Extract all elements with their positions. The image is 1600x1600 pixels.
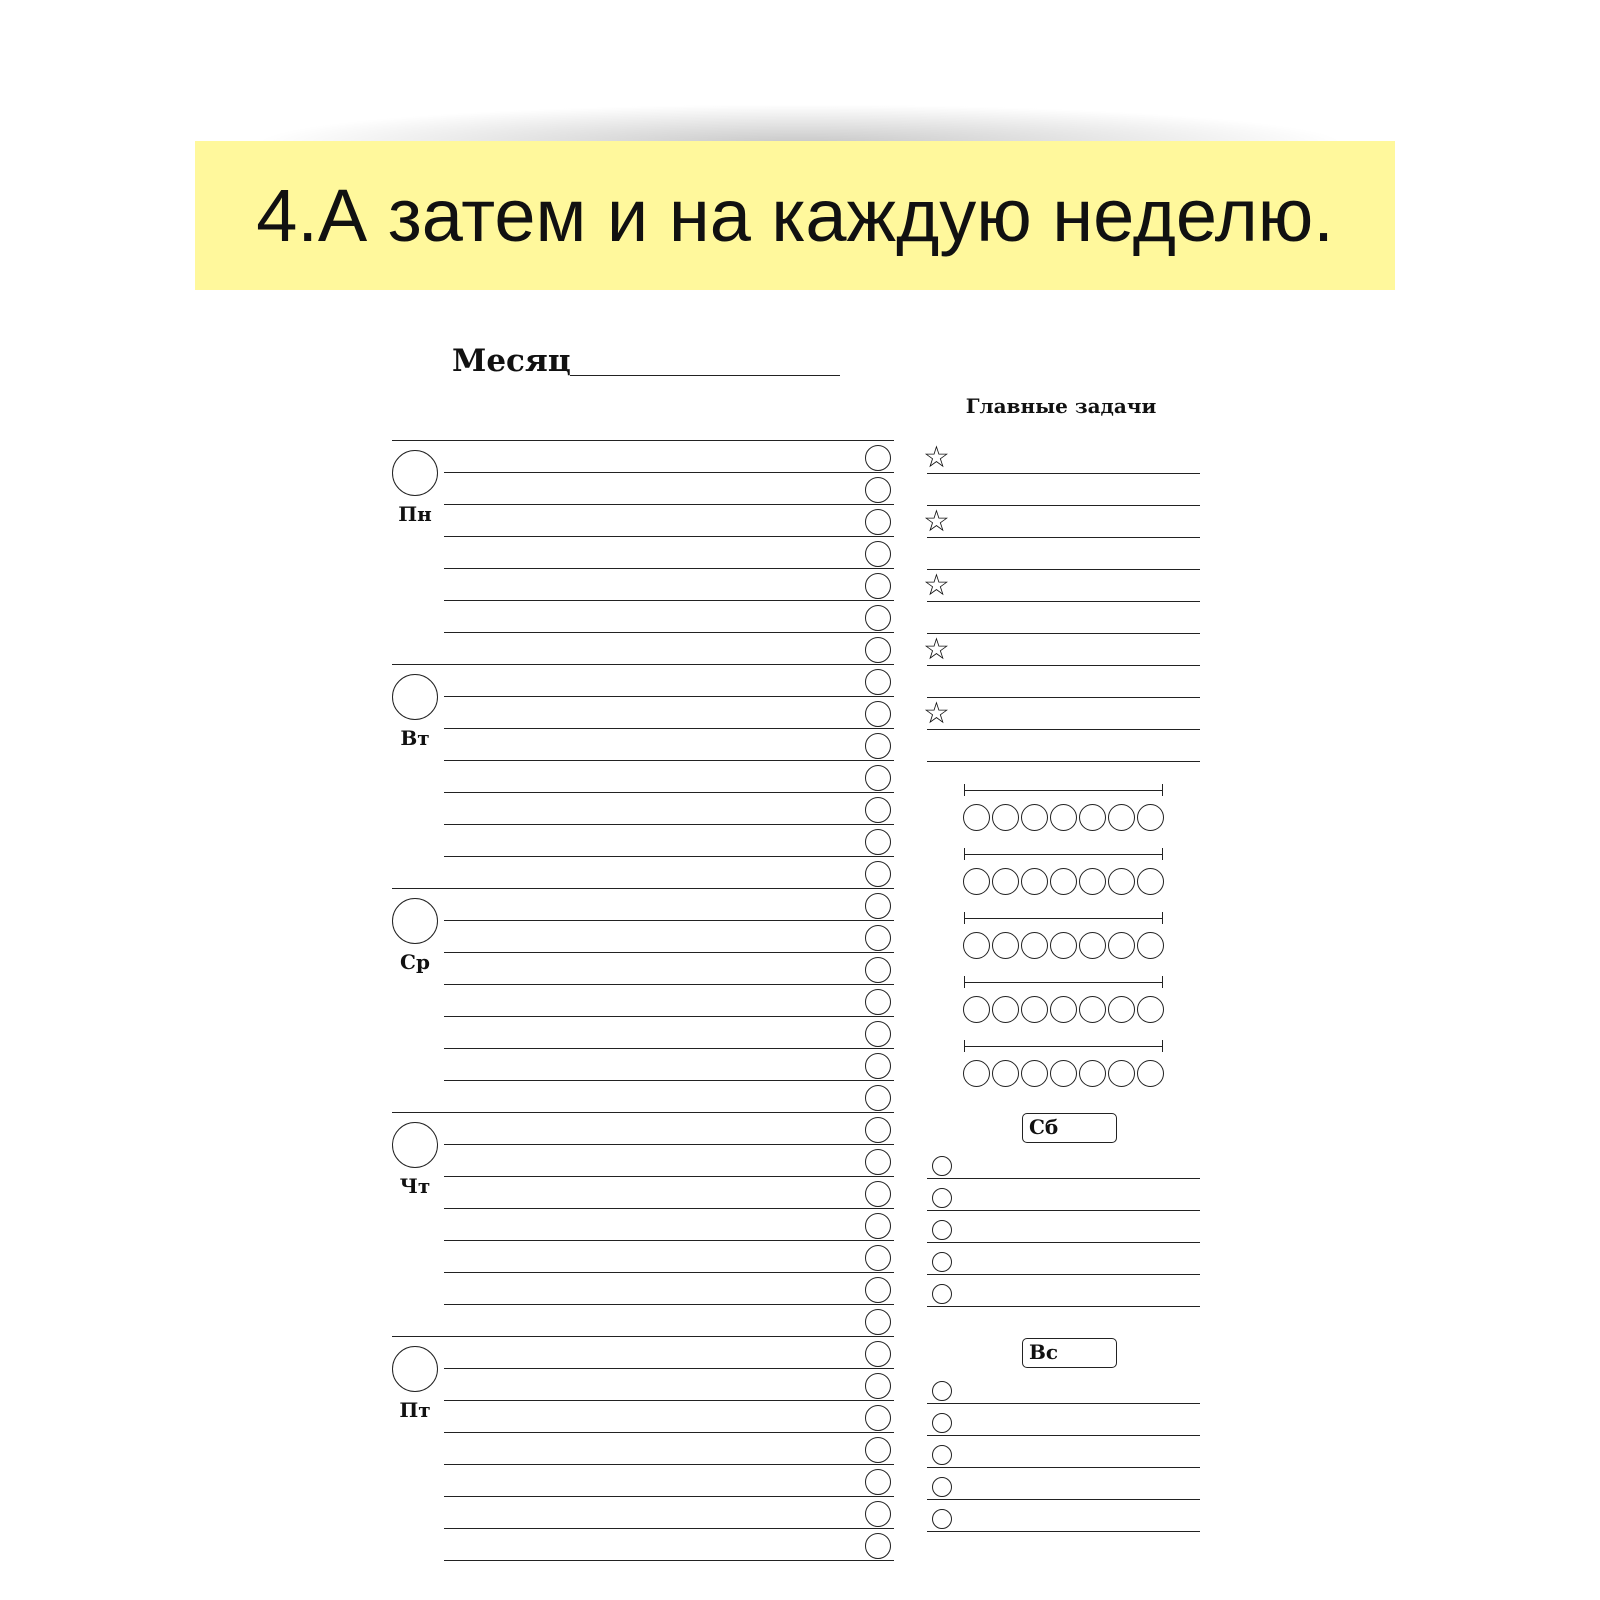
weekend-label-1: Сб <box>1022 1113 1117 1143</box>
task-line[interactable] <box>444 856 894 857</box>
task-checkbox-icon[interactable] <box>865 701 891 727</box>
task-line[interactable] <box>444 632 894 633</box>
habit-circle-icon[interactable] <box>963 804 990 831</box>
habit-range-tick <box>964 912 965 924</box>
task-checkbox-icon[interactable] <box>865 1533 891 1559</box>
habit-range-tick <box>964 848 965 860</box>
main-task-line[interactable] <box>927 633 1200 634</box>
weekend-task-line[interactable] <box>927 1499 1200 1500</box>
task-checkbox-icon[interactable] <box>932 1156 952 1176</box>
task-line[interactable] <box>444 1080 894 1081</box>
task-checkbox-icon[interactable] <box>865 1469 891 1495</box>
weekend-task-line[interactable] <box>927 1210 1200 1211</box>
task-checkbox-icon[interactable] <box>865 1181 891 1207</box>
weekend-task-line[interactable] <box>927 1435 1200 1436</box>
main-task-line[interactable] <box>927 761 1200 762</box>
task-checkbox-icon[interactable] <box>865 765 891 791</box>
habit-range-tick <box>1162 912 1163 924</box>
task-checkbox-icon[interactable] <box>865 893 891 919</box>
task-checkbox-icon[interactable] <box>865 573 891 599</box>
habit-circle-icon[interactable] <box>1050 932 1077 959</box>
habit-circle-icon[interactable] <box>1021 804 1048 831</box>
weekend-task-line[interactable] <box>927 1178 1200 1179</box>
day-label-3: Ср <box>400 950 430 974</box>
task-checkbox-icon[interactable] <box>865 989 891 1015</box>
task-line[interactable] <box>444 536 894 537</box>
task-line[interactable] <box>444 568 894 569</box>
task-checkbox-icon[interactable] <box>865 1277 891 1303</box>
main-task-line[interactable] <box>927 697 1200 698</box>
task-checkbox-icon[interactable] <box>932 1252 952 1272</box>
habit-circle-icon[interactable] <box>963 996 990 1023</box>
habit-circle-icon[interactable] <box>1108 996 1135 1023</box>
habit-circle-icon[interactable] <box>1021 932 1048 959</box>
task-checkbox-icon[interactable] <box>865 1053 891 1079</box>
task-checkbox-icon[interactable] <box>865 957 891 983</box>
task-checkbox-icon[interactable] <box>932 1188 952 1208</box>
month-label: Месяц <box>452 343 571 379</box>
habit-circle-icon[interactable] <box>992 1060 1019 1087</box>
task-line[interactable] <box>444 1464 894 1465</box>
task-line[interactable] <box>444 1144 894 1145</box>
day-date-circle[interactable] <box>392 898 438 944</box>
task-checkbox-icon[interactable] <box>865 733 891 759</box>
task-line[interactable] <box>444 1176 894 1177</box>
task-line[interactable] <box>444 504 894 505</box>
day-label-1: Пн <box>398 502 432 526</box>
task-line[interactable] <box>444 760 894 761</box>
habit-range-tick <box>1162 1040 1163 1052</box>
habit-circle-icon[interactable] <box>1108 1060 1135 1087</box>
task-checkbox-icon[interactable] <box>865 925 891 951</box>
habit-circle-icon[interactable] <box>1137 996 1164 1023</box>
habit-range-tick <box>964 976 965 988</box>
task-line[interactable] <box>444 1528 894 1529</box>
habit-circle-icon[interactable] <box>963 932 990 959</box>
habit-circle-icon[interactable] <box>992 996 1019 1023</box>
task-line[interactable] <box>444 1432 894 1433</box>
task-line[interactable] <box>444 920 894 921</box>
task-checkbox-icon[interactable] <box>865 829 891 855</box>
habit-circle-icon[interactable] <box>1137 804 1164 831</box>
task-line[interactable] <box>444 728 894 729</box>
habit-circle-icon[interactable] <box>1050 804 1077 831</box>
task-line[interactable] <box>444 1304 894 1305</box>
task-checkbox-icon[interactable] <box>865 637 891 663</box>
task-checkbox-icon[interactable] <box>932 1477 952 1497</box>
star-icon: ☆ <box>923 568 950 603</box>
weekend-task-line[interactable] <box>927 1403 1200 1404</box>
habit-range-line <box>964 1046 1162 1047</box>
task-checkbox-icon[interactable] <box>865 1149 891 1175</box>
task-checkbox-icon[interactable] <box>932 1509 952 1529</box>
habit-circle-icon[interactable] <box>1137 868 1164 895</box>
task-line[interactable] <box>444 1400 894 1401</box>
habit-circle-icon[interactable] <box>1108 932 1135 959</box>
section-divider <box>392 888 894 889</box>
habit-circle-icon[interactable] <box>1079 868 1106 895</box>
main-task-line[interactable] <box>927 473 1200 474</box>
task-checkbox-icon[interactable] <box>932 1381 952 1401</box>
habit-circle-icon[interactable] <box>1079 1060 1106 1087</box>
weekend-task-line[interactable] <box>927 1242 1200 1243</box>
habit-circle-icon[interactable] <box>1021 868 1048 895</box>
habit-range-line <box>964 982 1162 983</box>
day-date-circle[interactable] <box>392 1346 438 1392</box>
weekend-label-2: Вс <box>1022 1338 1117 1368</box>
habit-range-line <box>964 854 1162 855</box>
habit-range-tick <box>1162 784 1163 796</box>
task-checkbox-icon[interactable] <box>865 1085 891 1111</box>
main-task-line[interactable] <box>927 505 1200 506</box>
habit-circle-icon[interactable] <box>1108 868 1135 895</box>
day-date-circle[interactable] <box>392 1122 438 1168</box>
habit-circle-icon[interactable] <box>1108 804 1135 831</box>
section-divider <box>392 1336 894 1337</box>
section-divider <box>392 1112 894 1113</box>
main-task-line[interactable] <box>927 601 1200 602</box>
task-checkbox-icon[interactable] <box>865 509 891 535</box>
task-line[interactable] <box>444 1240 894 1241</box>
task-checkbox-icon[interactable] <box>865 1373 891 1399</box>
habit-circle-icon[interactable] <box>1079 932 1106 959</box>
task-checkbox-icon[interactable] <box>865 861 891 887</box>
day-label-5: Пт <box>399 1398 431 1422</box>
main-task-line[interactable] <box>927 569 1200 570</box>
habit-range-line <box>964 918 1162 919</box>
day-label-2: Вт <box>400 726 430 750</box>
task-checkbox-icon[interactable] <box>865 797 891 823</box>
star-icon: ☆ <box>923 504 950 539</box>
task-checkbox-icon[interactable] <box>865 1309 891 1335</box>
task-checkbox-icon[interactable] <box>865 1501 891 1527</box>
task-line[interactable] <box>444 696 894 697</box>
habit-circle-icon[interactable] <box>1137 1060 1164 1087</box>
task-checkbox-icon[interactable] <box>865 477 891 503</box>
month-underline <box>570 375 840 376</box>
task-checkbox-icon[interactable] <box>865 445 891 471</box>
weekend-task-line[interactable] <box>927 1467 1200 1468</box>
habit-circle-icon[interactable] <box>992 868 1019 895</box>
habit-circle-icon[interactable] <box>1021 996 1048 1023</box>
habit-circle-icon[interactable] <box>1079 996 1106 1023</box>
task-checkbox-icon[interactable] <box>865 1341 891 1367</box>
habit-circle-icon[interactable] <box>1021 1060 1048 1087</box>
day-label-4: Чт <box>399 1174 431 1198</box>
task-line[interactable] <box>444 984 894 985</box>
task-line[interactable] <box>444 792 894 793</box>
main-task-line[interactable] <box>927 537 1200 538</box>
task-line[interactable] <box>444 1560 894 1561</box>
habit-circle-icon[interactable] <box>1079 804 1106 831</box>
task-line[interactable] <box>444 472 894 473</box>
task-line[interactable] <box>444 1208 894 1209</box>
weekend-task-line[interactable] <box>927 1274 1200 1275</box>
task-line[interactable] <box>444 952 894 953</box>
task-line[interactable] <box>444 1016 894 1017</box>
task-checkbox-icon[interactable] <box>932 1284 952 1304</box>
banner-title: 4.А затем и на каждую неделю. <box>256 174 1334 257</box>
task-checkbox-icon[interactable] <box>865 669 891 695</box>
habit-circle-icon[interactable] <box>992 804 1019 831</box>
weekend-task-line[interactable] <box>927 1531 1200 1532</box>
habit-range-tick <box>964 1040 965 1052</box>
habit-circle-icon[interactable] <box>1137 932 1164 959</box>
main-task-line[interactable] <box>927 729 1200 730</box>
habit-range-line <box>964 790 1162 791</box>
task-checkbox-icon[interactable] <box>865 1245 891 1271</box>
habit-circle-icon[interactable] <box>963 1060 990 1087</box>
habit-circle-icon[interactable] <box>963 868 990 895</box>
task-checkbox-icon[interactable] <box>932 1220 952 1240</box>
star-icon: ☆ <box>923 632 950 667</box>
task-checkbox-icon[interactable] <box>932 1445 952 1465</box>
task-line[interactable] <box>444 1368 894 1369</box>
task-checkbox-icon[interactable] <box>865 541 891 567</box>
task-checkbox-icon[interactable] <box>865 605 891 631</box>
weekend-task-line[interactable] <box>927 1306 1200 1307</box>
star-icon: ☆ <box>923 440 950 475</box>
habit-range-tick <box>1162 848 1163 860</box>
habit-circle-icon[interactable] <box>1050 1060 1077 1087</box>
habit-circle-icon[interactable] <box>1050 868 1077 895</box>
task-checkbox-icon[interactable] <box>865 1117 891 1143</box>
main-task-line[interactable] <box>927 665 1200 666</box>
section-divider <box>392 440 894 441</box>
task-line[interactable] <box>444 1048 894 1049</box>
task-line[interactable] <box>444 1496 894 1497</box>
task-checkbox-icon[interactable] <box>865 1405 891 1431</box>
section-divider <box>392 664 894 665</box>
habit-circle-icon[interactable] <box>992 932 1019 959</box>
task-checkbox-icon[interactable] <box>932 1413 952 1433</box>
task-checkbox-icon[interactable] <box>865 1021 891 1047</box>
day-date-circle[interactable] <box>392 450 438 496</box>
task-line[interactable] <box>444 824 894 825</box>
habit-circle-icon[interactable] <box>1050 996 1077 1023</box>
task-line[interactable] <box>444 1272 894 1273</box>
task-line[interactable] <box>444 600 894 601</box>
star-icon: ☆ <box>923 696 950 731</box>
main-tasks-title: Главные задачи <box>965 394 1157 418</box>
day-date-circle[interactable] <box>392 674 438 720</box>
task-checkbox-icon[interactable] <box>865 1437 891 1463</box>
habit-range-tick <box>1162 976 1163 988</box>
habit-range-tick <box>964 784 965 796</box>
task-checkbox-icon[interactable] <box>865 1213 891 1239</box>
